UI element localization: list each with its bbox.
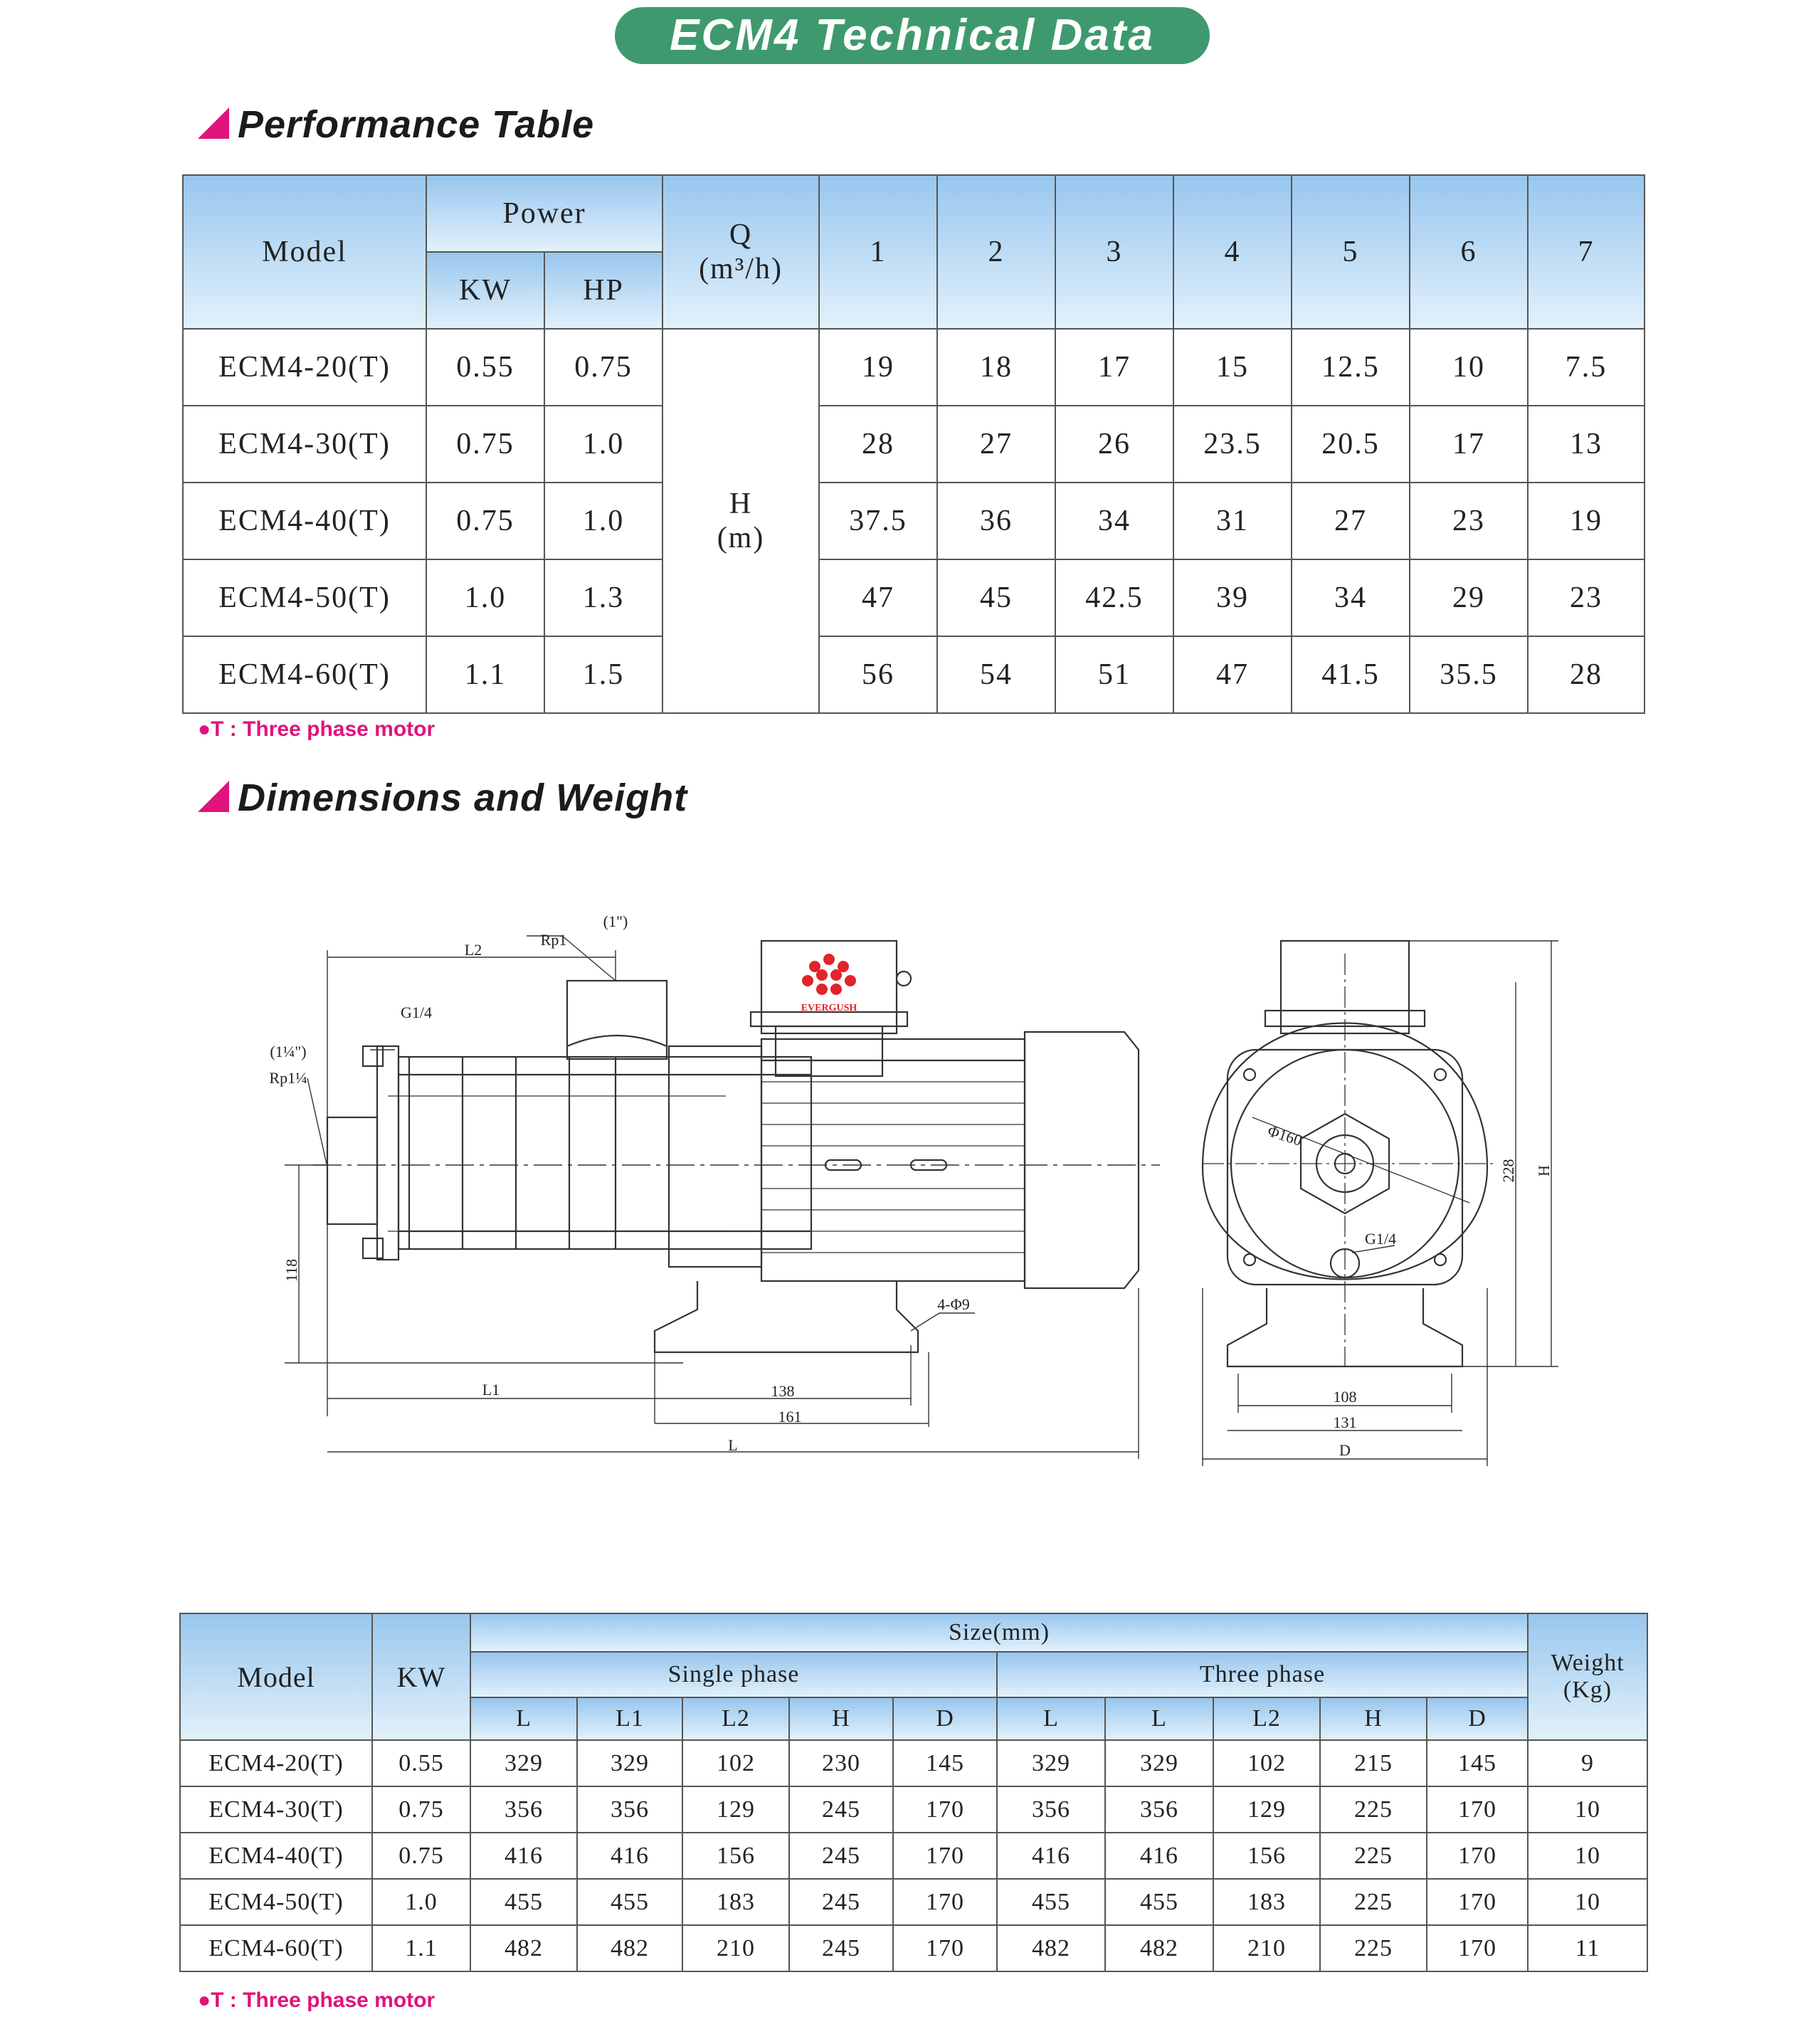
kw-cell: 1.1 xyxy=(426,636,544,713)
kw-cell: 0.75 xyxy=(426,483,544,559)
label-l2: L2 xyxy=(464,941,482,959)
dim-header-col: L2 xyxy=(1213,1697,1320,1740)
head-value: 19 xyxy=(1528,483,1645,559)
label-h: H xyxy=(1535,1165,1553,1176)
header-flow-4: 4 xyxy=(1173,175,1292,329)
model-cell: ECM4-20(T) xyxy=(180,1740,372,1786)
header-kw: KW xyxy=(426,252,544,329)
size-cell: 356 xyxy=(997,1786,1105,1833)
header-flow-6: 6 xyxy=(1410,175,1528,329)
head-value: 17 xyxy=(1410,406,1528,483)
size-cell: 183 xyxy=(682,1879,789,1925)
pump-dimension-drawing xyxy=(256,875,1573,1487)
weight-cell: 10 xyxy=(1528,1879,1647,1925)
size-cell: 156 xyxy=(1213,1833,1320,1879)
dim-header-col: D xyxy=(1427,1697,1528,1740)
label-l1: L1 xyxy=(482,1381,500,1398)
header-flow-5: 5 xyxy=(1292,175,1410,329)
head-value: 23.5 xyxy=(1173,406,1292,483)
model-cell: ECM4-60(T) xyxy=(180,1925,372,1971)
section-marker-icon xyxy=(198,107,229,139)
dim-header-col: L xyxy=(997,1697,1105,1740)
brand-label: EVERGUSH xyxy=(801,1003,857,1013)
size-cell: 225 xyxy=(1320,1925,1427,1971)
size-cell: 416 xyxy=(577,1833,682,1879)
dim-header-three-phase: Three phase xyxy=(997,1652,1528,1697)
head-value: 47 xyxy=(1173,636,1292,713)
size-cell: 145 xyxy=(1427,1740,1528,1786)
model-cell: ECM4-30(T) xyxy=(180,1786,372,1833)
head-value: 56 xyxy=(819,636,937,713)
kw-cell: 1.0 xyxy=(426,559,544,636)
size-cell: 170 xyxy=(1427,1879,1528,1925)
label-d: D xyxy=(1339,1441,1351,1459)
dim-header-col: L xyxy=(1105,1697,1213,1740)
dim-header-col: H xyxy=(789,1697,893,1740)
dimensions-section-title: Dimensions and Weight xyxy=(198,776,687,820)
kw-cell: 0.75 xyxy=(426,406,544,483)
size-cell: 225 xyxy=(1320,1833,1427,1879)
size-cell: 210 xyxy=(1213,1925,1320,1971)
hp-cell: 1.3 xyxy=(544,559,662,636)
table-row xyxy=(180,1833,1647,1879)
model-cell: ECM4-40(T) xyxy=(183,483,426,559)
head-value: 54 xyxy=(937,636,1055,713)
head-value: 26 xyxy=(1055,406,1173,483)
size-cell: 455 xyxy=(997,1879,1105,1925)
head-value: 51 xyxy=(1055,636,1173,713)
head-value: 7.5 xyxy=(1528,329,1645,406)
size-cell: 416 xyxy=(997,1833,1105,1879)
size-cell: 482 xyxy=(577,1925,682,1971)
head-value: 13 xyxy=(1528,406,1645,483)
dimensions-table xyxy=(179,1613,1648,1972)
label-rp1: Rp1 xyxy=(540,931,567,949)
size-cell: 170 xyxy=(1427,1833,1528,1879)
model-cell: ECM4-50(T) xyxy=(180,1879,372,1925)
dim-header-model: Model xyxy=(180,1613,372,1740)
size-cell: 416 xyxy=(1105,1833,1213,1879)
kw-cell: 1.0 xyxy=(372,1879,470,1925)
size-cell: 170 xyxy=(893,1786,997,1833)
size-cell: 230 xyxy=(789,1740,893,1786)
size-cell: 455 xyxy=(577,1879,682,1925)
kw-cell: 0.55 xyxy=(426,329,544,406)
size-cell: 129 xyxy=(1213,1786,1320,1833)
header-model: Model xyxy=(183,175,426,329)
size-cell: 356 xyxy=(1105,1786,1213,1833)
head-value: 15 xyxy=(1173,329,1292,406)
head-value: 45 xyxy=(937,559,1055,636)
dim-header-col: L xyxy=(470,1697,577,1740)
size-cell: 482 xyxy=(997,1925,1105,1971)
header-flow-2: 2 xyxy=(937,175,1055,329)
label-rp114: Rp1¼ xyxy=(269,1069,307,1087)
size-cell: 455 xyxy=(1105,1879,1213,1925)
table-row xyxy=(180,1740,1647,1786)
label-138: 138 xyxy=(771,1382,795,1400)
label-g14-end: G1/4 xyxy=(1365,1230,1396,1248)
size-cell: 225 xyxy=(1320,1879,1427,1925)
dim-header-kw: KW xyxy=(372,1613,470,1740)
table-row xyxy=(183,406,1645,483)
hp-cell: 0.75 xyxy=(544,329,662,406)
model-cell: ECM4-20(T) xyxy=(183,329,426,406)
head-value: 35.5 xyxy=(1410,636,1528,713)
size-cell: 156 xyxy=(682,1833,789,1879)
table-row xyxy=(183,636,1645,713)
label-118: 118 xyxy=(283,1258,300,1282)
model-cell: ECM4-60(T) xyxy=(183,636,426,713)
head-value: 20.5 xyxy=(1292,406,1410,483)
brand-logo xyxy=(801,954,857,1013)
head-value: 27 xyxy=(937,406,1055,483)
size-cell: 102 xyxy=(682,1740,789,1786)
kw-cell: 1.1 xyxy=(372,1925,470,1971)
size-cell: 329 xyxy=(997,1740,1105,1786)
size-cell: 210 xyxy=(682,1925,789,1971)
performance-section-title: Performance Table xyxy=(198,102,594,147)
performance-table xyxy=(182,174,1645,714)
label-phi160: Φ160 xyxy=(1265,1121,1304,1149)
weight-cell: 10 xyxy=(1528,1833,1647,1879)
head-value: 47 xyxy=(819,559,937,636)
label-rp114-top: (1¼") xyxy=(270,1043,307,1060)
label-rp1-top: (1") xyxy=(603,912,628,930)
head-value: 17 xyxy=(1055,329,1173,406)
head-value: 23 xyxy=(1528,559,1645,636)
head-value: 41.5 xyxy=(1292,636,1410,713)
size-cell: 329 xyxy=(577,1740,682,1786)
model-cell: ECM4-50(T) xyxy=(183,559,426,636)
size-cell: 329 xyxy=(1105,1740,1213,1786)
dim-header-weight: Weight (Kg) xyxy=(1528,1613,1647,1740)
head-value: 27 xyxy=(1292,483,1410,559)
size-cell: 245 xyxy=(789,1786,893,1833)
head-value: 39 xyxy=(1173,559,1292,636)
head-value: 42.5 xyxy=(1055,559,1173,636)
label-228: 228 xyxy=(1499,1159,1517,1183)
head-value: 31 xyxy=(1173,483,1292,559)
size-cell: 329 xyxy=(470,1740,577,1786)
hp-cell: 1.0 xyxy=(544,483,662,559)
size-cell: 482 xyxy=(470,1925,577,1971)
dim-header-single-phase: Single phase xyxy=(470,1652,997,1697)
head-value: 28 xyxy=(1528,636,1645,713)
hp-cell: 1.5 xyxy=(544,636,662,713)
end-view xyxy=(1203,941,1558,1466)
size-cell: 416 xyxy=(470,1833,577,1879)
weight-cell: 10 xyxy=(1528,1786,1647,1833)
size-cell: 455 xyxy=(470,1879,577,1925)
header-q: Q (m³/h) xyxy=(662,175,819,329)
head-value: 19 xyxy=(819,329,937,406)
label-l: L xyxy=(728,1436,738,1454)
head-value: 23 xyxy=(1410,483,1528,559)
table-row xyxy=(180,1786,1647,1833)
header-flow-3: 3 xyxy=(1055,175,1173,329)
weight-cell: 11 xyxy=(1528,1925,1647,1971)
label-131: 131 xyxy=(1333,1413,1357,1431)
page-banner: ECM4 Technical Data xyxy=(615,7,1210,64)
header-flow-1: 1 xyxy=(819,175,937,329)
dim-header-col: H xyxy=(1320,1697,1427,1740)
size-cell: 356 xyxy=(470,1786,577,1833)
size-cell: 245 xyxy=(789,1833,893,1879)
model-cell: ECM4-30(T) xyxy=(183,406,426,483)
size-cell: 170 xyxy=(893,1925,997,1971)
size-cell: 356 xyxy=(577,1786,682,1833)
size-cell: 102 xyxy=(1213,1740,1320,1786)
performance-footnote: ●T : Three phase motor xyxy=(198,717,435,741)
size-cell: 170 xyxy=(1427,1786,1528,1833)
head-value: 10 xyxy=(1410,329,1528,406)
size-cell: 215 xyxy=(1320,1740,1427,1786)
table-row xyxy=(183,329,1645,406)
size-cell: 245 xyxy=(789,1879,893,1925)
label-108: 108 xyxy=(1333,1388,1357,1406)
size-cell: 170 xyxy=(893,1879,997,1925)
dimensions-footnote: ●T : Three phase motor xyxy=(198,1988,435,2012)
weight-cell: 9 xyxy=(1528,1740,1647,1786)
head-value: 36 xyxy=(937,483,1055,559)
size-cell: 170 xyxy=(1427,1925,1528,1971)
size-cell: 145 xyxy=(893,1740,997,1786)
size-cell: 170 xyxy=(893,1833,997,1879)
label-4phi9: 4-Φ9 xyxy=(937,1295,970,1313)
dim-header-size: Size(mm) xyxy=(470,1613,1528,1652)
table-row xyxy=(180,1925,1647,1971)
dim-header-col: D xyxy=(893,1697,997,1740)
dim-header-col: L1 xyxy=(577,1697,682,1740)
header-power: Power xyxy=(426,175,662,252)
kw-cell: 0.75 xyxy=(372,1786,470,1833)
header-flow-7: 7 xyxy=(1528,175,1645,329)
hp-cell: 1.0 xyxy=(544,406,662,483)
head-value: 12.5 xyxy=(1292,329,1410,406)
label-g14: G1/4 xyxy=(401,1003,432,1021)
size-cell: 482 xyxy=(1105,1925,1213,1971)
head-value: 37.5 xyxy=(819,483,937,559)
header-h: H (m) xyxy=(662,329,819,713)
section-marker-icon xyxy=(198,781,229,812)
header-hp: HP xyxy=(544,252,662,329)
table-row xyxy=(180,1879,1647,1925)
size-cell: 129 xyxy=(682,1786,789,1833)
head-value: 34 xyxy=(1292,559,1410,636)
head-value: 29 xyxy=(1410,559,1528,636)
size-cell: 183 xyxy=(1213,1879,1320,1925)
head-value: 34 xyxy=(1055,483,1173,559)
side-view xyxy=(269,912,1160,1459)
size-cell: 245 xyxy=(789,1925,893,1971)
label-161: 161 xyxy=(778,1408,802,1426)
size-cell: 225 xyxy=(1320,1786,1427,1833)
head-value: 28 xyxy=(819,406,937,483)
table-row xyxy=(183,483,1645,559)
table-row xyxy=(183,559,1645,636)
kw-cell: 0.75 xyxy=(372,1833,470,1879)
kw-cell: 0.55 xyxy=(372,1740,470,1786)
model-cell: ECM4-40(T) xyxy=(180,1833,372,1879)
head-value: 18 xyxy=(937,329,1055,406)
dim-header-col: L2 xyxy=(682,1697,789,1740)
